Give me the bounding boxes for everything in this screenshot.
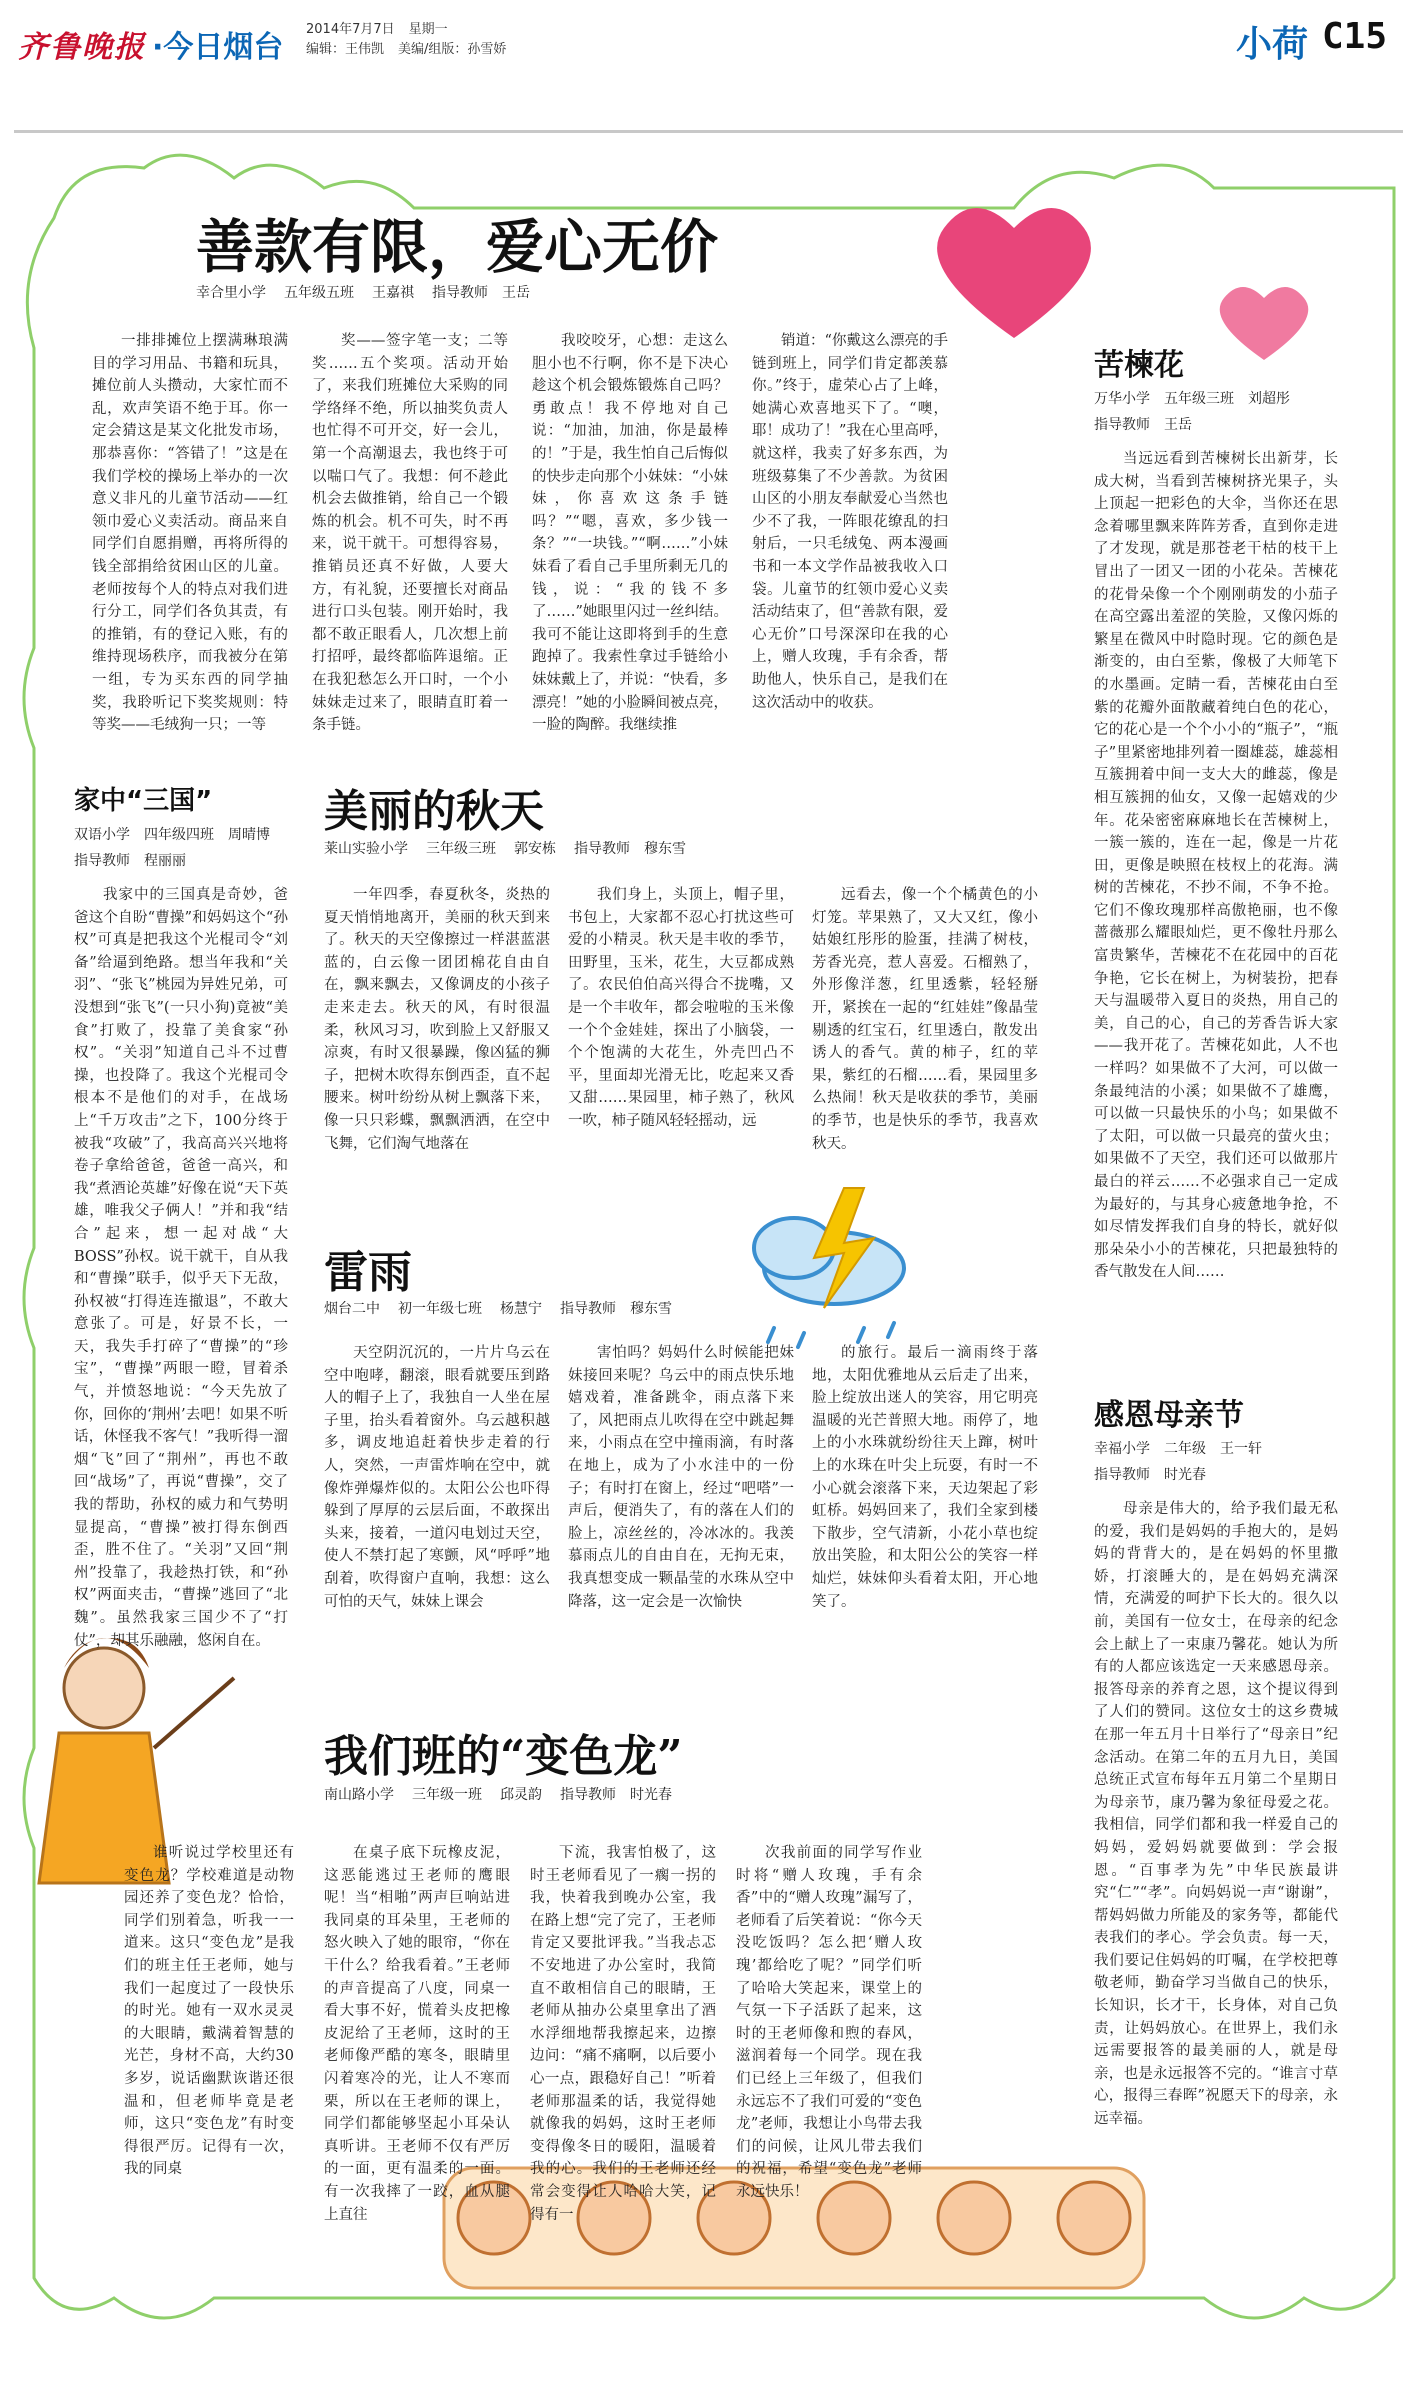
grade: 三年级一班 — [412, 1787, 482, 1803]
designer-credit: 美编/组版：孙雪娇 — [398, 42, 507, 57]
sidebar-2-byline — [1094, 1436, 1374, 1488]
article-1-col-4: 销道：“你戴这么漂亮的手链到班上，同学们肯定都羡慕你。”终于，虚荣心占了上峰，她满心欢喜地买下了。“噢，耶！成功了！”我在心里高呼，就这样，我卖了好多东西，为班级募集了不少善款。为贫困山区的小朋友奉献爱心当然也少不了我，一阵眼花缭乱的扫射后，一只毛绒兔、两本漫画书和一本文学作品被我收入口袋。儿童节的红领巾爱心义卖活动结束了，但“善款有限，爱心无价”口号深深印在我的心上，赠人玫瑰，手有余香，帮助他人，快乐自己，是我们在这次活动中的收获。 — [752, 333, 948, 711]
sidebar-1-title: 苦楝花 — [1094, 348, 1184, 383]
heart-icons — [937, 208, 1308, 360]
school: 烟台二中 — [324, 1301, 380, 1317]
grade: 三年级三班 — [426, 841, 496, 857]
article-2-byline — [74, 822, 294, 874]
article-5-col-2: 在桌子底下玩橡皮泥，这恶能逃过王老师的鹰眼呢！当“相啪”两声巨响站进我同桌的耳朵里，王老师的怒火映入了她的眼帘，“你在干什么？给我看着。”王老师的声音提高了八度，同桌一看大事不好，慌着头皮把橡皮泥给了王老师，这时的王老师像严酷的寒冬，眼睛里闪着寒冷的光，让人不寒而栗，所以在王老师的课上，同学们都能够坚起小耳朵认真听讲。王老师不仅有严厉的一面，更有温柔的一面。有一次我摔了一跤，血从腿上直往 — [324, 1845, 510, 2223]
sidebar-1-byline — [1094, 386, 1374, 438]
teacher: 指导教师 时光春 — [1094, 1467, 1206, 1483]
header-rule — [14, 130, 1403, 133]
article-5-title: 我们班的“变色龙” — [324, 1731, 683, 1782]
issue-weekday: 星期一 — [408, 22, 448, 37]
article-2-body: 我家中的三国真是奇妙，爸爸这个自盼“曹操”和妈妈这个“孙权”可真是把我这个光棍司令“刘备”给逼到绝路。想当年我和“关羽”、“张飞”桃园为异姓兄弟，可没想到“张飞”(一只小狗)竟被“美食”打败了，投靠了美食家“孙权”。“关羽”知道自己斗不过曹操，也投降了。我这个光棍司令根本不是他们的对手，在战场上“千万攻击”之下，100分终于被我“攻破”了，我高高兴兴地将卷子拿给爸爸，爸爸一高兴，和我“煮酒论英雄”好像在说“天下英雄，唯我父子俩人！”并和我“结合”起来，想一起对战“大BOSS”孙权。说干就干，自从我和“曹操”联手，似乎天下无敌，孙权被“打得连连撤退”，不敢大意张了。可是，好景不长，一天，我失手打碎了“曹操”的“珍宝”，“曹操”两眼一瞪，冒着杀气，并愤怒地说：“今天先放了你，回你的‘荆州’去吧！如果不听话，休怪我不客气！”我听得一溜烟“飞”回了“荆州”，再也不敢回“战场”了，再说“曹操”，交了我的帮助，孙权的威力和气势明显提高，“曹操”被打得东倒西歪，胜不住了。“关羽”又回“荆州”投靠了，我趁热打铁，和“孙权”两面夹击，“曹操”逃回了“北魏”。虽然我家三国少不了“打仗”，却其乐融融，悠闲自在。 — [74, 887, 288, 1649]
sidebar-1-body: 当远远看到苦楝树长出新芽，长成大树，当看到苦楝树挤光果子，头上顶起一把彩色的大伞，当你还在思念着哪里飘来阵阵芳香，直到你走进了才发现，就是那苍老干枯的枝干上冒出了一团又一团的小花朵。苦楝花的花骨朵像一个个刚刚萌发的小茄子在高空露出羞涩的笑脸，又像闪烁的繁星在微风中时隐时现。它的颜色是渐变的，由白至紫，像极了大师笔下的水墨画。定睛一看，苦楝花由白至紫的花瓣外面散藏着纯白色的花心，它的花心是一个个小小的“瓶子”，“瓶子”里紧密地排列着一圈雄蕊，雄蕊相互簇拥着中间一支大大的雌蕊，像是相互簇拥的仙女，又像一起嬉戏的少年。花朵密密麻麻地长在苦楝树上，一簇一簇的，连在一起，像是一片花田，更像是映照在枝杈上的花海。满树的苦楝花，不抄不闹，不争不抢。它们不像玫瑰那样高傲艳丽，也不像蔷薇那么耀眼灿烂，更不像牡丹那么富贵繁华，苦楝花不在花园中的百花争艳，它长在树上，为树装扮，把春天与温暖带入夏日的炎热，用自己的美，自己的心，自己的芳香告诉大家——我开花了。苦楝花如此，人不也一样吗？如果做不了大河，可以做一条最纯洁的小溪；如果做不了雄鹰，可以做一只最快乐的小鸟；如果做不了太阳，可以做一只最亮的萤火虫；如果做不了天空，我们还可以做那片最白的祥云……不必强求自己一定成为最好的，与其身心疲惫地争抢，不如尽情发挥我们自身的特长，就好似那朵朵小小的苦楝花，只把最独特的香气散发在人间…… — [1094, 451, 1338, 1281]
teacher: 指导教师 程丽丽 — [74, 853, 186, 869]
teacher: 指导教师 时光春 — [560, 1787, 672, 1803]
author: 杨慧宁 — [500, 1301, 542, 1317]
grade: 五年级三班 — [1164, 391, 1234, 407]
article-3-col-3: 远看去，像一个个橘黄色的小灯笼。苹果熟了，又大又红，像小姑娘红彤彤的脸蛋，挂满了树枝，芳香光亮，惹人喜爱。石榴熟了，外形像洋葱，红里透紫，轻轻掰开，紧挨在一起的“红娃娃”像晶莹剔透的红宝石，红里透白，散发出诱人的香气。黄的柿子，红的苹果，紫红的石榴……看，果园里多么热闹！秋天是收获的季节，美丽的季节，也是快乐的季节，我喜欢秋天。 — [812, 887, 1038, 1152]
newspaper-brand: 齐鲁晚报 — [18, 30, 146, 65]
article-1-col-2: 奖——签字笔一支；二等奖……五个奖项。活动开始了，来我们班摊位大采购的同学络绎不绝，所以抽奖负责人也忙得不可开交，好一会儿，第一个高潮退去，我也终于可以喘口气了。我想：何不趁此机会去做推销，给自己一个锻炼的机会。机不可失，时不再来，说干就干。可想得容易，推销员还真不好做，人要大方，有礼貌，还要擅长对商品进行口头包装。刚开始时，我都不敢正眼看人，几次想上前打招呼，最终都临阵退缩。正在我犯愁怎么开口时，一个小妹妹走过来了，眼睛直盯着一条手链。 — [312, 333, 508, 734]
school: 万华小学 — [1094, 391, 1150, 407]
article-2-title: 家中“三国” — [74, 786, 213, 816]
teacher: 指导教师 穆东雪 — [574, 841, 686, 857]
article-4-byline — [324, 1298, 690, 1318]
grade: 四年级四班 — [144, 827, 214, 843]
article-5-col-1: 谁听说过学校里还有变色龙？学校难道是动物园还养了变色龙？恰恰，同学们别着急，听我一一道来。这只“变色龙”是我们的班主任王老师，她与我们一起度过了一段快乐的时光。她有一双水灵灵的大眼睛，戴满着智慧的光芒，身材不高，大约30多岁，说话幽默诙谐还很温和，但老师毕竟是老师，这只“变色龙”有时变得很严厉。记得有一次，我的同桌 — [124, 1845, 294, 2178]
article-1-col-1: 一排排摊位上摆满琳琅满目的学习用品、书籍和玩具，摊位前人头攒动，大家忙而不乱，欢声笑语不绝于耳。你一定会猜这是某文化批发市场，那恭喜你：“答错了！”这是在我们学校的操场上举办的一次意义非凡的儿童节活动——红领巾爱心义卖活动。商品来自同学们自愿捐赠，再将所得的钱全部捐给贫困山区的儿童。老师按每个人的特点对我们进行分工，同学们各负其责，有的推销，有的登记入账，有的维持现场秩序，而我被分在第一组，专为买东西的同学抽奖，我聆听记下奖奖规则：特等奖——毛绒狗一只；一等 — [92, 333, 288, 734]
teacher: 指导教师 王岳 — [1094, 417, 1192, 433]
author: 王一轩 — [1220, 1441, 1262, 1457]
article-3-title: 美丽的秋天 — [324, 786, 544, 837]
sidebar-2-title: 感恩母亲节 — [1094, 1398, 1244, 1433]
issue-date: 2014年7月7日 — [306, 22, 395, 37]
article-4-col-2: 害怕吗？妈妈什么时候能把妹妹接回来呢？乌云中的雨点快乐地嬉戏着，准备跳伞，雨点落下来了，风把雨点儿吹得在空中跳起舞来，小雨点在空中撞雨滴，有时落在地上，成为了小水洼中的一份子；有时打在窗上，经过“吧嗒”一声后，便消失了，有的落在人们的脸上，凉丝丝的，冷冰冰的。我羡慕雨点儿的自由自在，无拘无束，我真想变成一颗晶莹的水珠从空中降落，这一定会是一次愉快 — [568, 1345, 794, 1610]
article-1-byline — [196, 282, 548, 302]
teacher: 指导教师 王岳 — [432, 285, 530, 301]
article-4-col-1: 天空阴沉沉的，一片片乌云在空中咆哮，翻滚，眼看就要压到路人的帽子上了，我独自一人坐在屋子里，抬头看着窗外。乌云越积越多，调皮地追赶着快步走着的行人，突然，一声雷炸响在空中，就像炸弹爆炸似的。太阳公公也吓得躲到了厚厚的云层后面，不敢探出头来，接着，一道闪电划过天空，使人不禁打起了寒颤，风“呼呼”地刮着，吹得窗户直响，我想：这么可怕的天气，妹妹上课会 — [324, 1345, 550, 1610]
grade: 二年级 — [1164, 1441, 1206, 1457]
article-5-col-3: 下流，我害怕极了，这时王老师看见了一瘸一拐的我，快着我到晚办公室，我在路上想“完了完了，王老师肯定又要批评我。”当我忐忑不安地进了办公室时，我简直不敢相信自己的眼睛，王老师从抽办公桌里拿出了酒水浮细地帮我擦起来，边擦边问：“痛不痛啊，以后要小心一点，跟稳好自己！”听着老师那温柔的话，我觉得她就像我的妈妈，这时王老师变得像冬日的暖阳，温暖着我的心。我们的王老师还经常会变得让人哈哈大笑，记得有一 — [530, 1845, 716, 2223]
author: 周晴博 — [228, 827, 270, 843]
article-5-col-4: 次我前面的同学写作业时将“赠人玫瑰，手有余香”中的“赠人玫瑰”漏写了，老师看了后笑着说：“你今天没吃饭吗？怎么把‘赠人玫瑰’都给吃了呢？”同学们听了哈哈大笑起来，课堂上的气氛一下子活跃了起来，这时的王老师像和煦的春风，滋润着每一个同学。现在我们已经上三年级了，但我们永远忘不了我们可爱的“变色龙”老师，我想让小鸟带去我们的问候，让风儿带去我们的祝福，希望“变色龙”老师永远快乐！ — [736, 1845, 922, 2200]
thunderstorm-icon — [754, 1188, 904, 1347]
school: 南山路小学 — [324, 1787, 394, 1803]
article-3-col-1: 一年四季，春夏秋冬，炎热的夏天悄悄地离开，美丽的秋天到来了。秋天的天空像擦过一样湛蓝湛蓝的，白云像一团团棉花自由自在，飘来飘去，又像调皮的小孩子走来走去。秋天的风，有时很温柔，秋风习习，吹到脸上又舒服又凉爽，有时又很暴躁，像凶猛的狮子，把树木吹得东倒西歪，直不起腰来。树叶纷纷从树上飘落下来，像一只只彩蝶，飘飘洒洒，在空中飞舞，它们淘气地落在 — [324, 887, 550, 1152]
teacher: 指导教师 穆东雪 — [560, 1301, 672, 1317]
article-3-byline — [324, 838, 704, 858]
heart-icon — [1220, 287, 1309, 360]
article-5-byline — [324, 1784, 690, 1804]
school: 幸合里小学 — [196, 285, 266, 301]
article-3-col-2: 我们身上，头顶上，帽子里，书包上，大家都不忍心打扰这些可爱的小精灵。秋天是丰收的季节，田野里，玉米，花生，大豆都成熟了。农民伯伯高兴得合不拢嘴，又是一个丰收年，都会啦啦的玉米像一个个金娃娃，探出了小脑袋，一个个饱满的大花生，外壳凹凸不平，里面却光滑无比，吃起来又香又甜……果园里，柿子熟了，秋风一吹，柿子随风轻轻摇动，远 — [568, 887, 794, 1129]
article-1-col-3: 我咬咬牙，心想：走这么胆小也不行啊，你不是下决心趁这个机会锻炼锻炼自己吗？勇敢点！我不停地对自己说：“加油，加油，你是最棒的！”于是，我生怕自己后悔似的快步走向那个小妹妹：“小妹妹，你喜欢这条手链吗？”“嗯，喜欢，多少钱一条？”“一块钱。”“啊……”小妹妹看了看自己手里所剩无几的钱，说：“我的钱不多了……”她眼里闪过一丝纠结。我可不能让这即将到手的生意跑掉了。我索性拿过手链给小妹妹戴上了，并说：“快看，多漂亮！”她的小脸瞬间被点亮，一脸的陶醉。我继续推 — [532, 333, 728, 734]
page-number: C15 — [1322, 16, 1388, 57]
grade: 初一年级七班 — [398, 1301, 482, 1317]
author: 王嘉祺 — [372, 285, 414, 301]
school: 双语小学 — [74, 827, 130, 843]
article-4-col-3: 的旅行。最后一滴雨终于落地，太阳优雅地从云后走了出来，脸上绽放出迷人的笑容，用它明亮温暖的光芒普照大地。雨停了，地上的小水珠就纷纷往天上蹿，树叶上的水珠在叶尖上玩耍，有时一不小心就会滚落下来，天边架起了彩虹桥。妈妈回来了，我们全家到楼下散步，空气清新，小花小草也绽放出笑脸，和太阳公公的笑容一样灿烂，妹妹仰头看着太阳，开心地笑了。 — [812, 1345, 1038, 1610]
section-name: ·今日烟台 — [152, 30, 284, 65]
heart-icon — [937, 208, 1091, 338]
issue-meta — [306, 20, 520, 60]
grade: 五年级五班 — [284, 285, 354, 301]
author: 邱灵韵 — [500, 1787, 542, 1803]
school: 莱山实验小学 — [324, 841, 408, 857]
author: 郭安栋 — [514, 841, 556, 857]
editor-credit: 编辑：王伟凯 — [306, 42, 385, 57]
sidebar-2-body: 母亲是伟大的，给予我们最无私的爱，我们是妈妈的手抱大的，是妈妈的背背大的，是在妈妈的怀里撒娇，打滚睡大的，是在妈妈充满深情，充满爱的呵护下长大的。很久以前，美国有一位女士，在母亲的纪念会上献上了一束康乃馨花。她认为所有的人都应该选定一天来感恩母亲。报答母亲的养育之恩，这个提议得到了人们的赞同。这位女士的这乡费城在那一年五月十日举行了“母亲日”纪念活动。在第二年的五月九日，美国总统正式宣布每年五月第二个星期日为母亲节，康乃馨为象征母爱之花。我相信，同学们都和我一样爱自己的妈妈，爱妈妈就要做到：学会报恩。“百事孝为先”中华民族最讲究“仁”“孝”。向妈妈说一声“谢谢”，帮妈妈做力所能及的家务等，都能代表我们的孝心。学会负责。每一天，我们要记住妈妈的叮嘱，在学校把尊敬老师，勤奋学习当做自己的快乐，长知识，长才干，长身体，对自己负责，让妈妈放心。在世界上，我们永远需要报答的最美丽的人，就是母亲，也是永远报答不完的。“谁言寸草心，报得三春晖”祝愿天下的母亲，永远幸福。 — [1094, 1501, 1338, 2128]
school: 幸福小学 — [1094, 1441, 1150, 1457]
article-1-title: 善款有限，爱心无价 — [196, 213, 719, 281]
author: 刘超彤 — [1248, 391, 1290, 407]
column-name: 小荷 — [1236, 24, 1309, 65]
article-4-title: 雷雨 — [324, 1247, 412, 1298]
